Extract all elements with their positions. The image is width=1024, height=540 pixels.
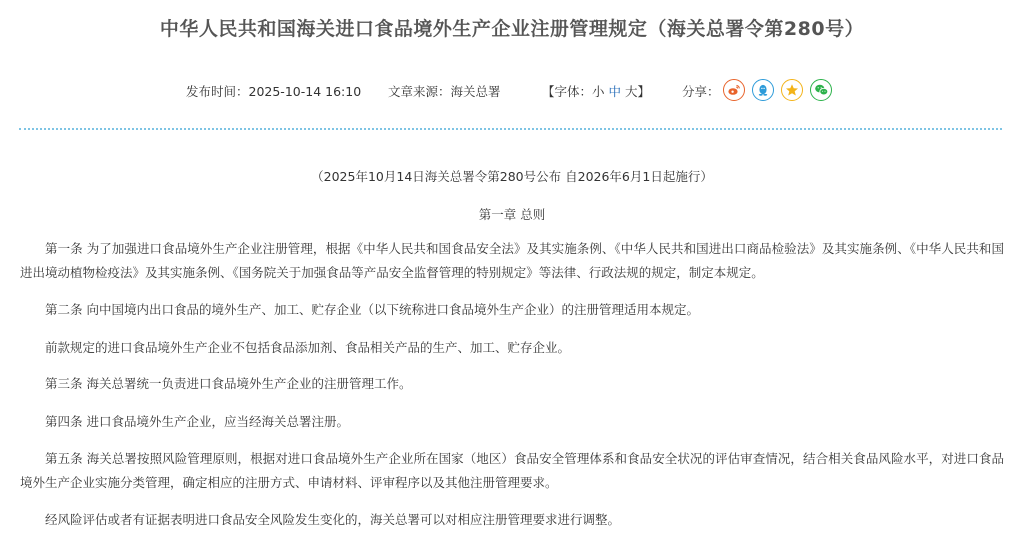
weibo-icon [727,83,741,97]
font-size-suffix: 】 [637,84,651,99]
article-paragraph-4: 第三条 海关总署统一负责进口食品境外生产企业的注册管理工作。 [45,376,412,391]
font-size-large-button[interactable]: 大 [625,84,638,99]
wechat-icon [814,83,829,97]
share-qzone-button[interactable] [781,79,803,101]
promulgation-note: （2025年10月14日海关总署令第280号公布 自2026年6月1日起施行） [311,169,713,184]
header-divider [19,128,1002,130]
article-meta-bar [0,79,1024,103]
article-paragraph-1: 第一条 为了加强进口食品境外生产企业注册管理，根据《中华人民共和国食品安全法》及其实施条例、《中华人民共和国进出口商品检验法》及其实施条例、《中华人民共和国进出境动植物检疫法》及其实施条例、《国务院关于加强食品等产品安全监督管理的特别规定》等法律、行政法规的规定，制定本规定。 [20,241,1004,280]
share-qq-button[interactable] [752,79,774,101]
share-label: 分享： [682,84,720,99]
font-size-medium-button[interactable]: 中 [608,84,622,99]
share-weibo-button[interactable] [723,79,745,101]
article-paragraph-6: 第五条 海关总署按照风险管理原则，根据对进口食品境外生产企业所在国家（地区）食品安全管理体系和食品安全状况的评估审查情况，结合相关食品风险水平，对进口食品境外生产企业实施分类管理，确定相应的注册方式、申请材料、评审程序以及其他注册管理要求。 [20,451,1004,490]
article-title: 中华人民共和国海关进口食品境外生产企业注册管理规定（海关总署令第280号） [159,18,865,40]
article-paragraph-3: 前款规定的进口食品境外生产企业不包括食品添加剂、食品相关产品的生产、加工、贮存企业。 [45,340,571,355]
font-size-control [542,82,650,100]
article-paragraph-7: 经风险评估或者有证据表明进口食品安全风险发生变化的，海关总署可以对相应注册管理要求进行调整。 [45,512,621,527]
publish-time: 发布时间：2025-10-14 16:10 [186,84,362,99]
qq-icon [756,83,770,97]
font-size-small-button[interactable]: 小 [592,84,605,99]
chapter-heading: 第一章 总则 [478,207,546,222]
article-paragraph-2: 第二条 向中国境内出口食品的境外生产、加工、贮存企业（以下统称进口食品境外生产企业）的注册管理适用本规定。 [45,302,699,317]
share-wechat-button[interactable] [810,79,832,101]
qzone-icon [785,83,799,97]
font-size-prefix: 【字体： [542,84,593,99]
article-source: 文章来源：海关总署 [388,84,501,99]
article-paragraph-5: 第四条 进口食品境外生产企业，应当经海关总署注册。 [45,414,349,429]
